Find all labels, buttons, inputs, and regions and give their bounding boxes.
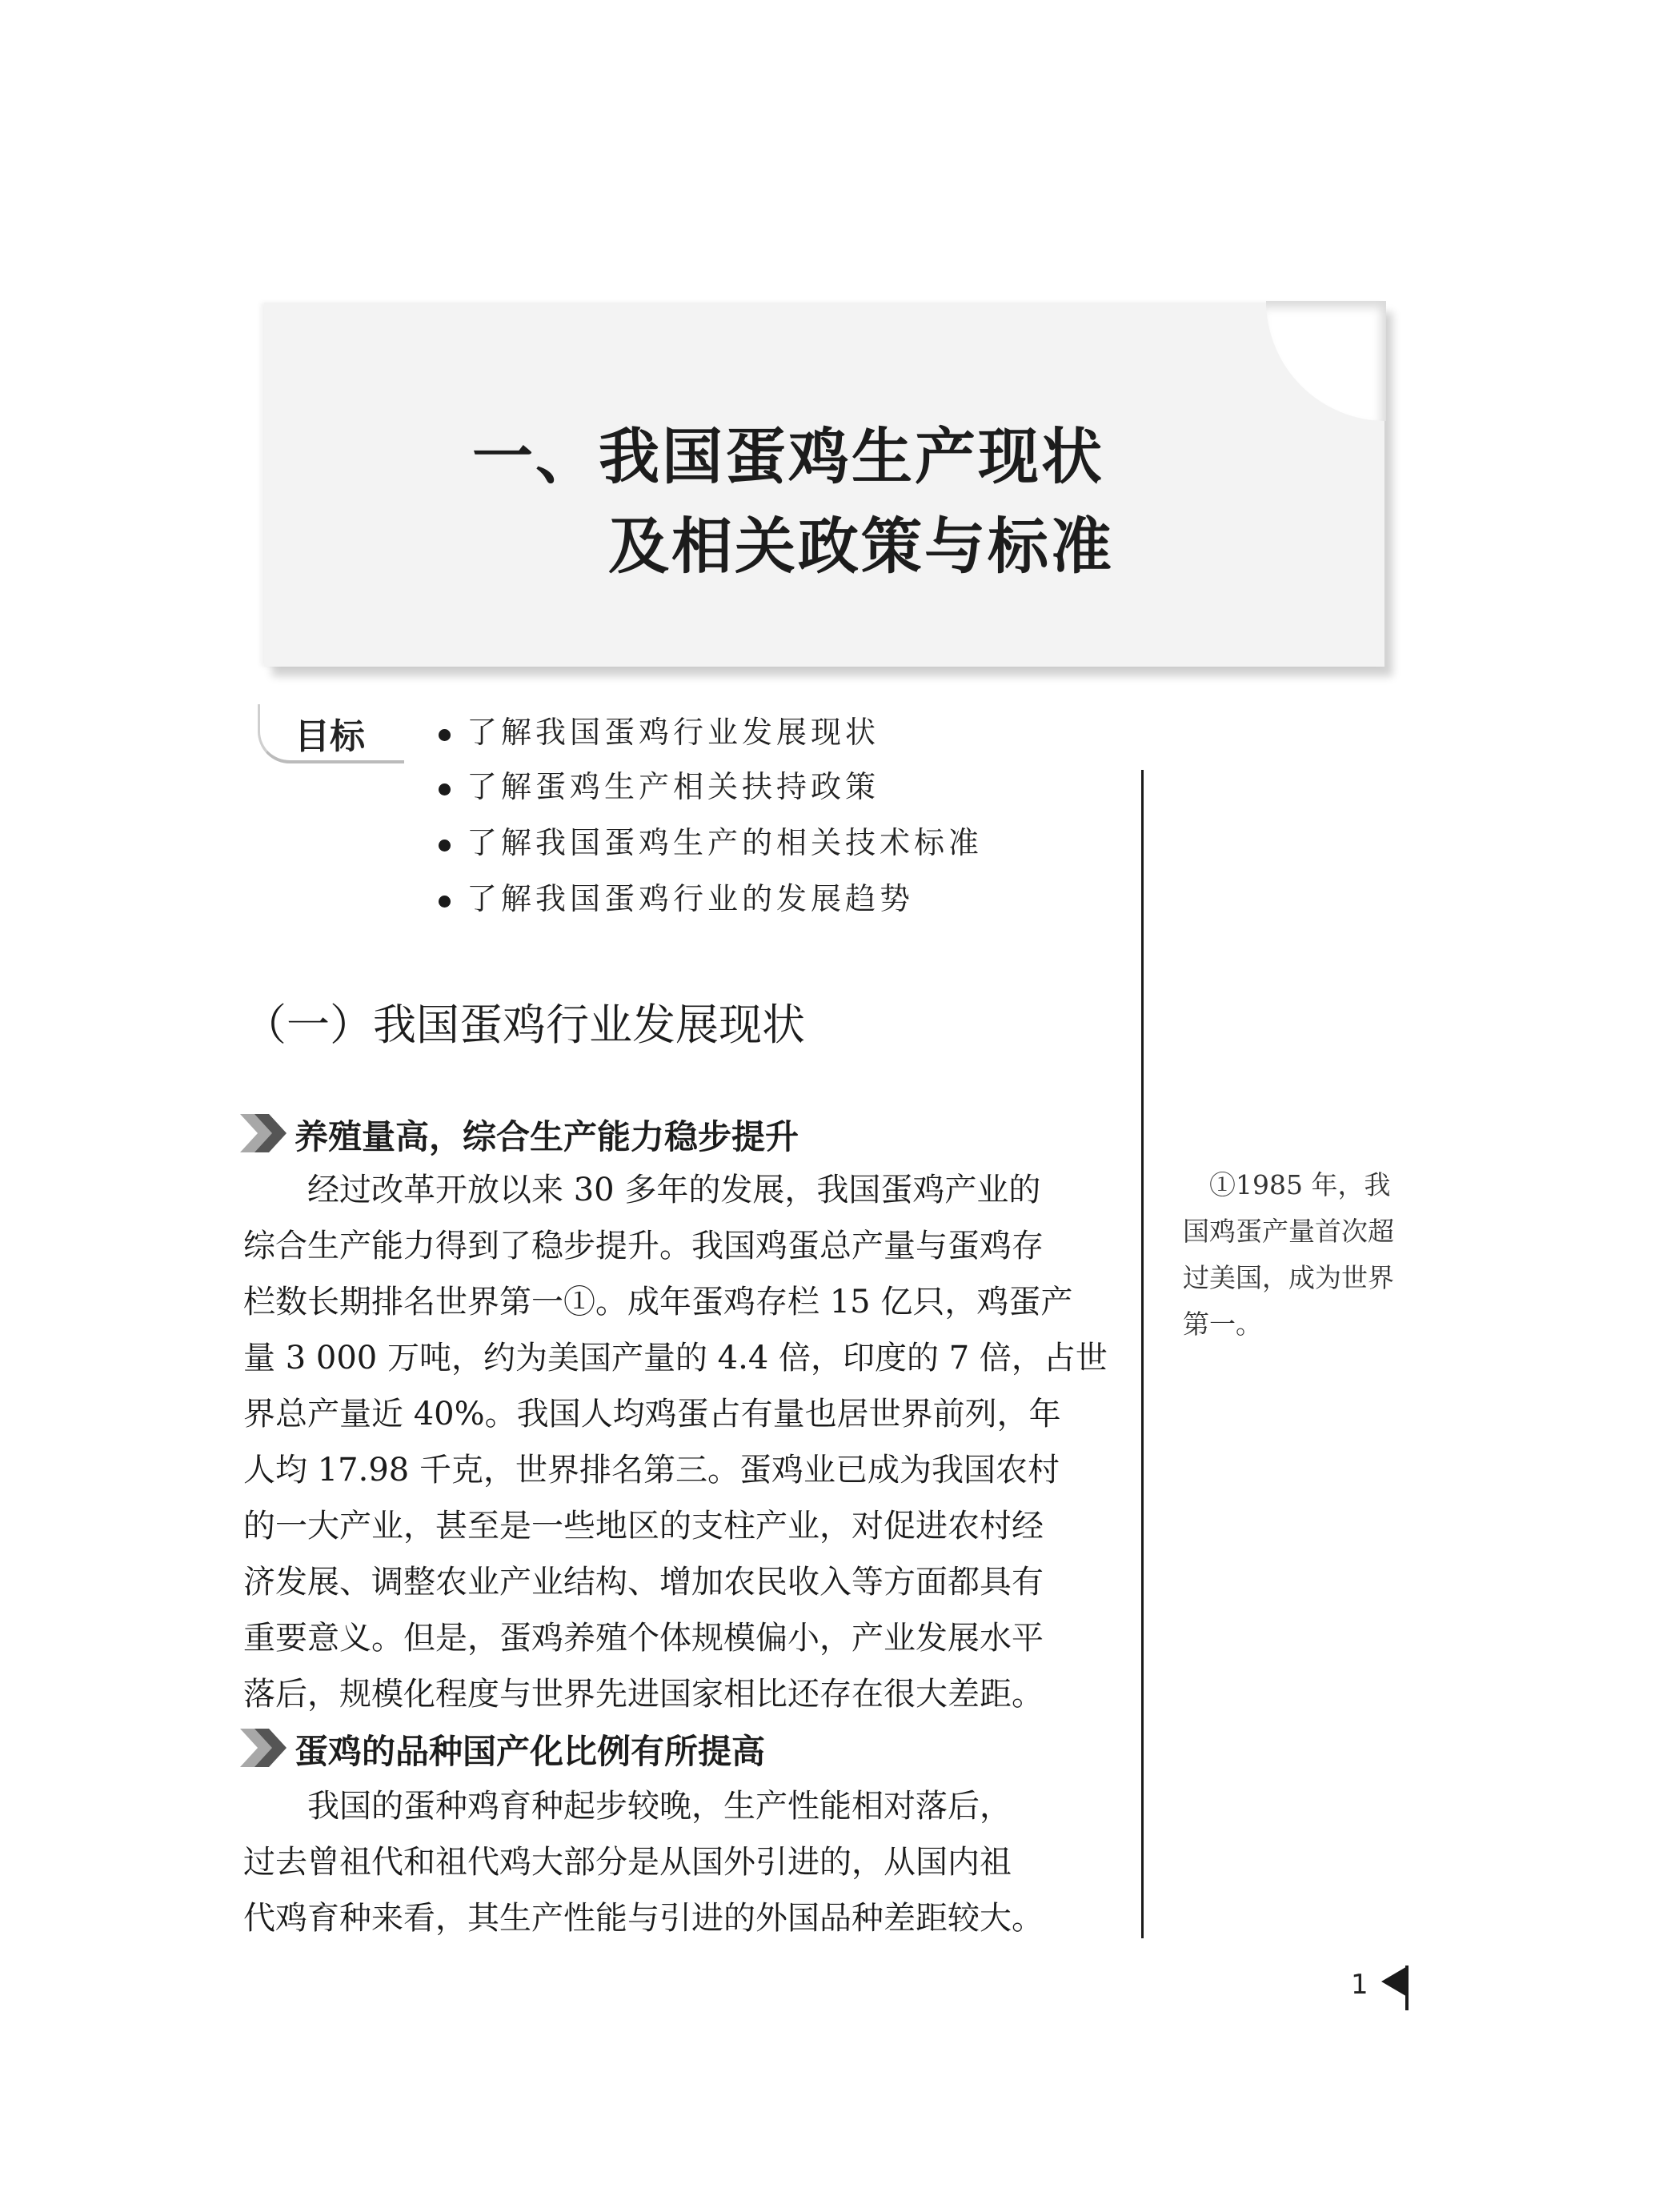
chapter-title-line-2: 及相关政策与标准	[608, 511, 1114, 582]
section-heading: （一）我国蛋鸡行业发展现状	[243, 1000, 805, 1050]
goal-item: 了解我国蛋鸡生产的相关技术标准	[439, 818, 983, 862]
goal-item: 了解我国蛋鸡行业发展现状	[439, 707, 880, 751]
bullet-icon	[439, 783, 451, 795]
chapter-title-line-1: 一、我国蛋鸡生产现状	[472, 421, 1104, 492]
page-marker-icon	[1380, 1966, 1412, 2010]
goals-label: 目标	[295, 716, 365, 757]
margin-divider	[1141, 770, 1144, 1938]
bullet-icon	[439, 896, 451, 908]
side-footnote: ①1985 年，我 国鸡蛋产量首次超 过美国，成为世界 第一。	[1183, 1169, 1394, 1340]
goal-item: 了解我国蛋鸡行业的发展趋势	[439, 874, 914, 918]
book-page: 一、我国蛋鸡生产现状 及相关政策与标准 目标 了解我国蛋鸡行业发展现状 了解蛋鸡生产相关扶持政策 了解我国蛋鸡生产的相关技术标准 了解我国蛋鸡行业的发展趋势 （一）我国蛋鸡行业发展现状 养殖量高，综合生产能力稳步提升 经过改革开放以来 30 多年的发展，我国蛋鸡产业的 综合生产能力得到了稳步提升。我国鸡蛋总产量与蛋鸡存 栏数长期排名世界第一①。成年蛋鸡存栏 15 亿只，鸡蛋产 量 3 000 万吨，约为美国产量的 4.4 倍，印度的 7 倍，占世 界总产量近 40%。我国人均鸡蛋占有量也居世界前列，年 人均 17.98 千克，世界排名第三。蛋鸡业已成为我国农村 的一大产业，甚至是一些地区的支柱产业，对促进农村经 济发展、调整农业产业结构、增加农民收入等方面都具有 重要意义。但是，蛋鸡养殖个体规模偏小，产业发展水平 落后，规模化程度与世界先进国家相比还存在很大差距。 蛋鸡的品种国产化比例有所提高 我国的蛋种鸡育种起步较晚，生产性能相对落后， 过去曾祖代和祖代鸡大部分是从国外引进的，从国内祖 代鸡育种来看，其生产性能与引进的外国品种差距较大。 ①1985 年，我 国鸡蛋产量首次超 过美国，成为世界 第一。 1	[0, 0, 1663, 2212]
bullet-icon	[439, 729, 451, 741]
goal-item: 了解蛋鸡生产相关扶持政策	[439, 762, 880, 806]
double-chevron-icon	[240, 1729, 288, 1767]
paragraph: 经过改革开放以来 30 多年的发展，我国蛋鸡产业的 综合生产能力得到了稳步提升。我国鸡蛋总产量与蛋鸡存 栏数长期排名世界第一①。成年蛋鸡存栏 15 亿只，鸡蛋产 量 3 000 万吨，约为美国产量的 4.4 倍，印度的 7 倍，占世 界总产量近 40%。我国人均鸡蛋占有量也居世界前列，年 人均 17.98 千克，世界排名第三。蛋鸡业已成为我国农村 的一大产业，甚至是一些地区的支柱产业，对促进农村经 济发展、调整农业产业结构、增加农民收入等方面都具有 重要意义。但是，蛋鸡养殖个体规模偏小，产业发展水平 落后，规模化程度与世界先进国家相比还存在很大差距。	[243, 1172, 1108, 1713]
double-chevron-icon	[240, 1114, 288, 1152]
page-number: 1	[1351, 1969, 1368, 2001]
paragraph: 我国的蛋种鸡育种起步较晚，生产性能相对落后， 过去曾祖代和祖代鸡大部分是从国外引进的，从国内祖 代鸡育种来看，其生产性能与引进的外国品种差距较大。	[243, 1788, 1044, 1937]
page-curl-decoration	[1266, 301, 1386, 421]
bullet-icon	[439, 840, 451, 852]
